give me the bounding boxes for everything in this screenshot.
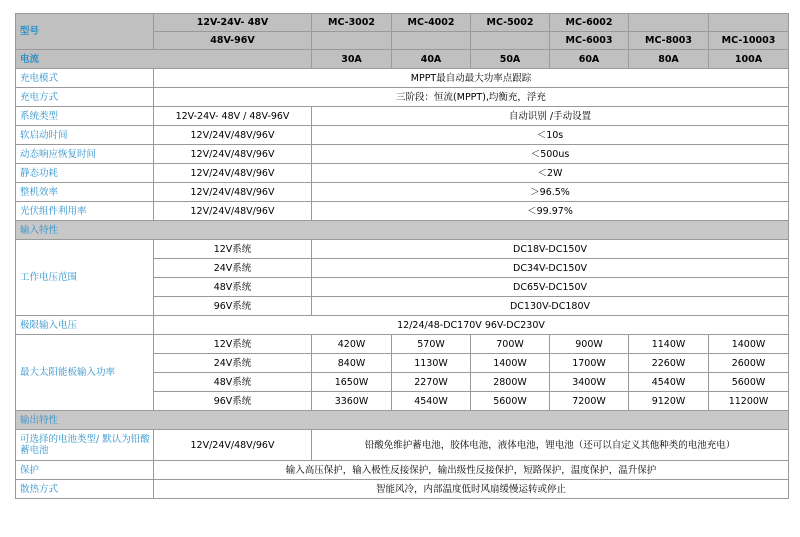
efficiency-label: 整机效率 <box>16 183 154 202</box>
current-6: 100A <box>709 50 789 69</box>
current-3: 50A <box>471 50 550 69</box>
model-bottom-4: MC-6003 <box>550 32 629 50</box>
max-power-cell: 1130W <box>392 354 471 373</box>
protection-row <box>16 461 789 480</box>
max-power-cell: 3360W <box>312 392 392 411</box>
static-power-row <box>16 164 789 183</box>
output-section-row <box>16 411 789 430</box>
efficiency-row <box>16 183 789 202</box>
max-power-cell: 2600W <box>709 354 789 373</box>
max-power-cell: 570W <box>392 335 471 354</box>
model-top-4: MC-6002 <box>550 14 629 32</box>
dynamic-response-label: 动态响应恢复时间 <box>16 145 154 164</box>
limit-voltage-label: 极限输入电压 <box>16 316 154 335</box>
system-type-row <box>16 107 789 126</box>
spec-table <box>15 13 789 499</box>
limit-voltage-row <box>16 316 789 335</box>
voltage-range-value-2: DC34V-DC150V <box>312 259 789 278</box>
cooling-row <box>16 480 789 499</box>
battery-type-row <box>16 430 789 461</box>
max-power-cell: 1650W <box>312 373 392 392</box>
max-power-cell: 5600W <box>471 392 550 411</box>
max-power-system-1: 12V系统 <box>154 335 312 354</box>
current-label: 电流 <box>16 50 312 69</box>
voltage-range-value-3: DC65V-DC150V <box>312 278 789 297</box>
spec-table-container <box>15 13 789 499</box>
charge-mode-row <box>16 69 789 88</box>
model-bottom-2 <box>392 32 471 50</box>
dynamic-response-row <box>16 145 789 164</box>
max-power-label: 最大太阳能板输入功率 <box>16 335 154 411</box>
current-5: 80A <box>629 50 709 69</box>
max-power-cell: 900W <box>550 335 629 354</box>
max-power-cell: 9120W <box>629 392 709 411</box>
max-power-cell: 7200W <box>550 392 629 411</box>
max-power-cell: 2270W <box>392 373 471 392</box>
input-section-title: 输入特性 <box>16 221 789 240</box>
model-top-6 <box>709 14 789 32</box>
voltage-range-system-4: 96V系统 <box>154 297 312 316</box>
output-section-title: 输出特性 <box>16 411 789 430</box>
soft-start-voltage: 12V/24V/48V/96V <box>154 126 312 145</box>
soft-start-value: ＜10s <box>312 126 789 145</box>
static-power-label: 静态功耗 <box>16 164 154 183</box>
charge-mode-value: MPPT最自动最大功率点跟踪 <box>154 69 789 88</box>
model-top-3: MC-5002 <box>471 14 550 32</box>
max-power-cell: 5600W <box>709 373 789 392</box>
static-power-voltage: 12V/24V/48V/96V <box>154 164 312 183</box>
battery-type-label: 可选择的电池类型/ 默认为铅酸蓄电池 <box>16 430 154 461</box>
model-bottom-1 <box>312 32 392 50</box>
battery-type-value: 铅酸免维护蓄电池，胶体电池，液体电池，锂电池（还可以自定义其他种类的电池充电） <box>312 430 789 461</box>
max-power-cell: 3400W <box>550 373 629 392</box>
voltage-range-system-3: 48V系统 <box>154 278 312 297</box>
pv-utilization-row <box>16 202 789 221</box>
max-power-cell: 2800W <box>471 373 550 392</box>
model-top-1: MC-3002 <box>312 14 392 32</box>
voltage-range-system-1: 12V系统 <box>154 240 312 259</box>
max-power-cell: 1700W <box>550 354 629 373</box>
voltage-range-label: 工作电压范围 <box>16 240 154 316</box>
voltage-range-system-2: 24V系统 <box>154 259 312 278</box>
battery-type-voltage: 12V/24V/48V/96V <box>154 430 312 461</box>
soft-start-label: 软启动时间 <box>16 126 154 145</box>
max-power-cell: 4540W <box>392 392 471 411</box>
system-type-voltage: 12V-24V- 48V / 48V-96V <box>154 107 312 126</box>
max-power-cell: 11200W <box>709 392 789 411</box>
input-section-row <box>16 221 789 240</box>
max-power-cell: 1140W <box>629 335 709 354</box>
max-power-system-2: 24V系统 <box>154 354 312 373</box>
model-top-2: MC-4002 <box>392 14 471 32</box>
pv-utilization-voltage: 12V/24V/48V/96V <box>154 202 312 221</box>
current-1: 30A <box>312 50 392 69</box>
current-row <box>16 50 789 69</box>
pv-utilization-value: ＜99.97% <box>312 202 789 221</box>
static-power-value: ＜2W <box>312 164 789 183</box>
max-power-cell: 1400W <box>471 354 550 373</box>
efficiency-voltage: 12V/24V/48V/96V <box>154 183 312 202</box>
system-type-label: 系统类型 <box>16 107 154 126</box>
charge-method-value: 三阶段：恒流(MPPT),均衡充，浮充 <box>154 88 789 107</box>
cooling-label: 散热方式 <box>16 480 154 499</box>
header-row-1 <box>16 14 789 32</box>
voltage-range-value-4: DC130V-DC180V <box>312 297 789 316</box>
max-power-cell: 4540W <box>629 373 709 392</box>
protection-label: 保护 <box>16 461 154 480</box>
model-bottom-5: MC-8003 <box>629 32 709 50</box>
voltage-range-row-1 <box>16 240 789 259</box>
max-power-cell: 420W <box>312 335 392 354</box>
voltage-line-2: 48V-96V <box>154 32 312 50</box>
model-label: 型号 <box>16 14 154 50</box>
protection-value: 输入高压保护，输入极性反接保护，输出级性反接保护，短路保护，温度保护，温升保护 <box>154 461 789 480</box>
charge-method-label: 充电方式 <box>16 88 154 107</box>
max-power-system-3: 48V系统 <box>154 373 312 392</box>
model-bottom-3 <box>471 32 550 50</box>
max-power-cell: 840W <box>312 354 392 373</box>
charge-method-row <box>16 88 789 107</box>
max-power-cell: 2260W <box>629 354 709 373</box>
model-bottom-6: MC-10003 <box>709 32 789 50</box>
charge-mode-label: 充电模式 <box>16 69 154 88</box>
system-type-value: 自动识别 /手动设置 <box>312 107 789 126</box>
dynamic-response-value: ＜500us <box>312 145 789 164</box>
limit-voltage-value: 12/24/48-DC170V 96V-DC230V <box>154 316 789 335</box>
cooling-value: 智能风冷，内部温度低时风扇缓慢运转或停止 <box>154 480 789 499</box>
efficiency-value: ＞96.5% <box>312 183 789 202</box>
current-2: 40A <box>392 50 471 69</box>
max-power-row-1 <box>16 335 789 354</box>
max-power-system-4: 96V系统 <box>154 392 312 411</box>
voltage-line-1: 12V-24V- 48V <box>154 14 312 32</box>
soft-start-row <box>16 126 789 145</box>
model-top-5 <box>629 14 709 32</box>
max-power-cell: 700W <box>471 335 550 354</box>
pv-utilization-label: 光伏组件利用率 <box>16 202 154 221</box>
max-power-cell: 1400W <box>709 335 789 354</box>
dynamic-response-voltage: 12V/24V/48V/96V <box>154 145 312 164</box>
current-4: 60A <box>550 50 629 69</box>
voltage-range-value-1: DC18V-DC150V <box>312 240 789 259</box>
